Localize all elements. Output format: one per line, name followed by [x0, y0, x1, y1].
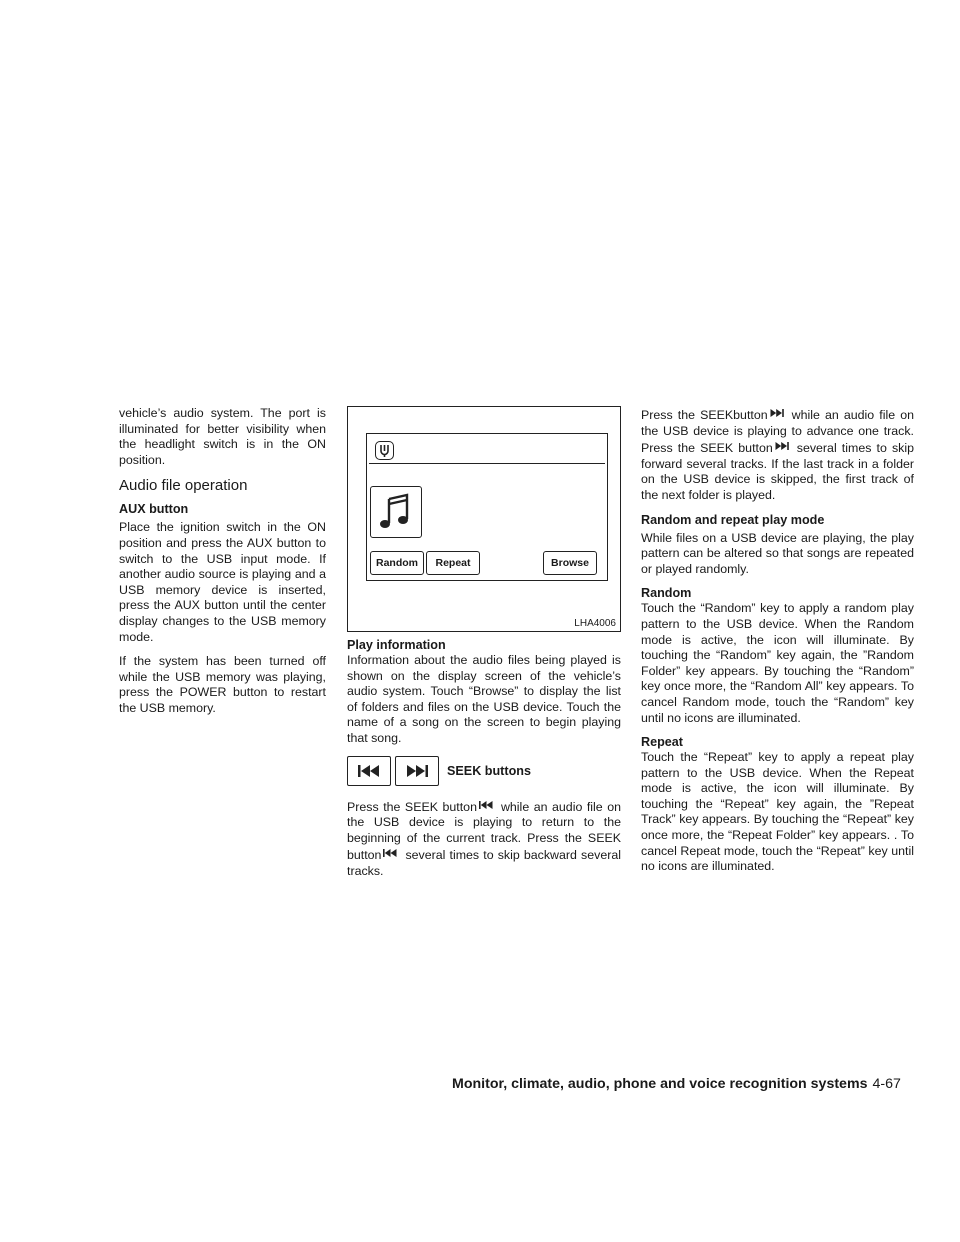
screen-divider	[369, 463, 605, 464]
subheading-repeat: Repeat	[641, 735, 683, 750]
random-repeat-paragraph: While files on a USB device are playing, the play pattern can be altered so that songs are repeated or played randomly.	[641, 530, 914, 576]
seek-back-icon	[347, 756, 391, 786]
seek-back-paragraph	[347, 798, 621, 880]
seek-forward-icon	[775, 439, 789, 455]
random-paragraph: Touch the “Random” key to apply a random play pattern to the USB device. When the Random mode is active, the icon will illuminate. By touching the “Random” key again, the ”Random Folder” key appears. By touching the “Random” key once more, the “Random All” key appears. To cancel Random mode, touch the “Random” key until no icons are illuminated.	[641, 601, 914, 725]
subheading-play-information: Play information	[347, 638, 446, 652]
display-screen	[366, 433, 608, 581]
display-screen-figure	[347, 406, 621, 632]
repeat-button[interactable]: Repeat	[426, 551, 480, 575]
seek-forward-icon	[395, 756, 439, 786]
section-heading-audio-file-operation: Audio file operation	[119, 477, 248, 495]
page-number: 4-67	[872, 1076, 901, 1092]
figure-code: LHA4006	[574, 618, 616, 629]
usb-icon	[375, 441, 394, 460]
aux-paragraph-1: Place the ignition switch in the ON position and press the AUX button to switch to the USB input mode. If another audio source is playing and a USB memory device is inserted, press the AUX button until the center display changes to the USB memory mode.	[119, 520, 326, 644]
aux-paragraph-2: If the system has been turned off while the USB memory was playing, press the POWER button to restart the USB memory.	[119, 654, 326, 715]
subheading-random: Random	[641, 586, 692, 601]
column-2	[347, 406, 621, 889]
subheading-aux-button: AUX button	[119, 502, 189, 517]
column-1	[119, 406, 326, 726]
page-footer	[452, 1076, 901, 1092]
seek-forward-paragraph	[641, 406, 914, 504]
browse-button[interactable]: Browse	[543, 551, 597, 575]
intro-paragraph: vehicle’s audio system. The port is illuminated for better visibility when the headlight switch is in the ON position.	[119, 406, 326, 467]
column-3	[641, 406, 914, 884]
seek-back-text-3: several times to skip backward several tracks.	[347, 848, 621, 878]
seek-back-icon	[383, 846, 397, 862]
seek-back-text-2: while an audio file on the USB device is playing to return to the beginning of the current track. Press the SEEK button	[347, 799, 621, 863]
seek-buttons-label: SEEK buttons	[447, 763, 531, 778]
seek-back-icon	[479, 798, 493, 814]
seek-forward-icon	[770, 406, 784, 422]
seek-buttons-illustration	[347, 756, 621, 786]
subheading-random-and-repeat: Random and repeat play mode	[641, 512, 825, 527]
seek-forward-text-2: while an audio file on the USB device is playing to advance one track. Press the SEEK button	[641, 408, 914, 456]
random-button[interactable]: Random	[370, 551, 424, 575]
seek-forward-text-1: Press the SEEKbutton	[641, 408, 768, 422]
repeat-paragraph: Touch the “Repeat” key to apply a repeat play pattern to the USB device. When the Repeat mode is active, the icon will illuminate. By touching the “Repeat” key again, the ”Repeat Track” key appears. By touching the “Repeat” key once more, the “Repeat Folder” key appears. . To cancel Repeat mode, touch the “Repeat” key until no icons are illuminated.	[641, 750, 914, 874]
play-information-paragraph: Information about the audio files being played is shown on the display screen of the vehicle’s audio system. Touch “Browse” to display the list of folders and files on the USB device. Touch the name of a song on the screen to begin playing that song.	[347, 653, 621, 745]
seek-back-text-1: Press the SEEK button	[347, 799, 477, 814]
footer-chapter-title: Monitor, climate, audio, phone and voice recognition systems	[452, 1076, 868, 1092]
music-note-icon	[370, 486, 422, 538]
seek-forward-text-3: several times to skip forward several tracks. If the last track in a folder on the USB device is skipped, the first track of the next folder is played.	[641, 441, 914, 502]
